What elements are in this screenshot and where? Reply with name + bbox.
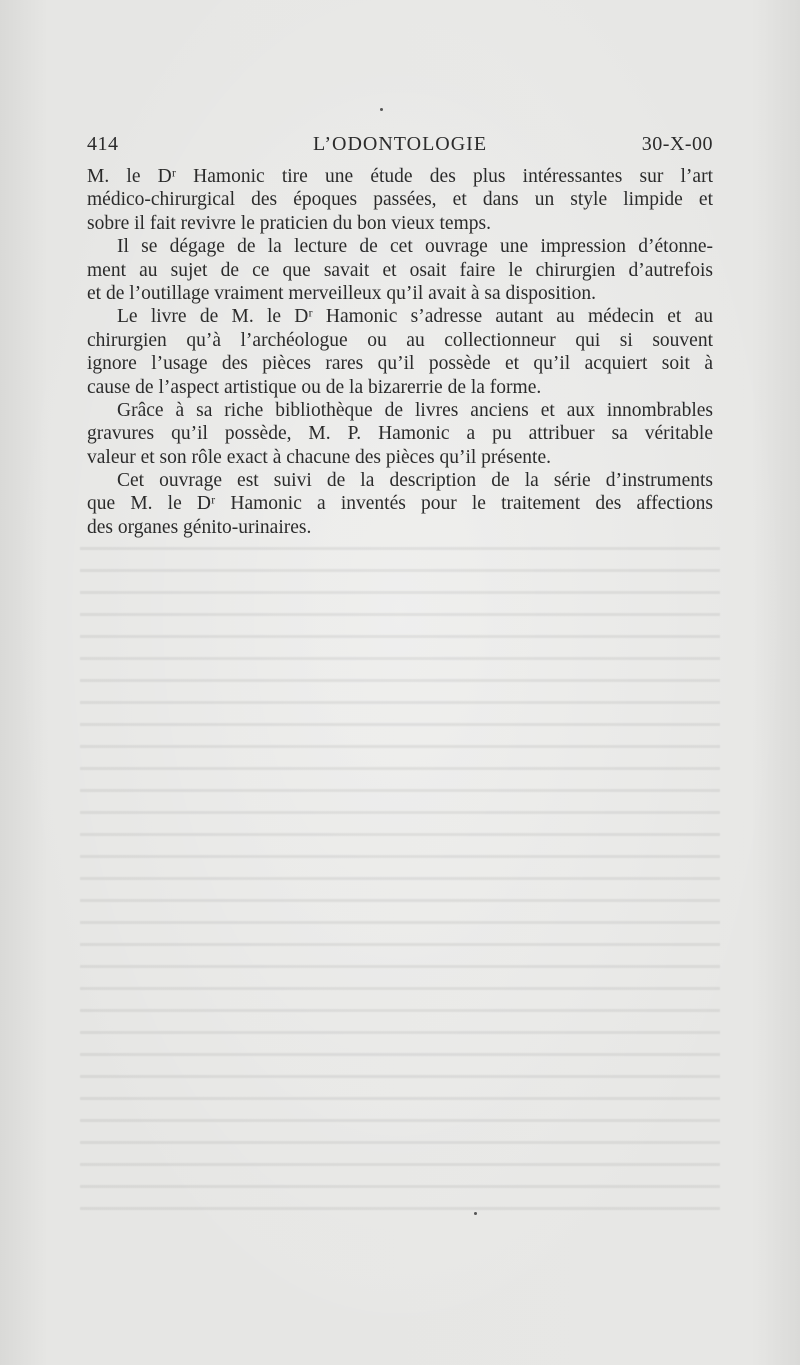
text-line: sobre il fait revivre le praticien du bon vieux temps. — [87, 212, 491, 234]
text-line: médico-chirurgical des époques passées, et dans un style limpide et — [87, 189, 713, 211]
ink-speck — [474, 1212, 477, 1215]
text-line: ignore l’usage des pièces rares qu’il possède et qu’il acquiert soit à — [87, 353, 713, 375]
text-line: Grâce à sa riche bibliothèque de livres anciens et aux innombrables — [117, 399, 713, 421]
paragraph-5 — [87, 469, 713, 539]
text-line: cause de l’aspect artistique ou de la bizarerrie de la forme. — [87, 376, 542, 398]
text-line: chirurgien qu’à l’archéologue ou au collectionneur qui si souvent — [87, 329, 713, 351]
text-line: et de l’outillage vraiment merveilleux qu’il avait à sa disposition. — [87, 282, 597, 304]
running-header — [87, 133, 713, 157]
text-line: M. le Dʳ Hamonic tire une étude des plus intéressantes sur l’art — [87, 166, 713, 187]
article-body — [87, 165, 713, 539]
text-line: Cet ouvrage est suivi de la description de la série d’instruments — [117, 470, 713, 492]
text-line: Le livre de M. le Dʳ Hamonic s’adresse autant au médecin et au — [117, 306, 713, 328]
text-line: des organes génito-urinaires. — [87, 516, 312, 538]
paragraph-4 — [87, 399, 713, 469]
page-number: 414 — [87, 133, 119, 155]
text-line: que M. le Dʳ Hamonic a inventés pour le traitement des affections — [87, 493, 713, 515]
text-line: Il se dégage de la lecture de cet ouvrage une impression d’étonne- — [117, 236, 713, 258]
text-line: gravures qu’il possède, M. P. Hamonic a pu attribuer sa véritable — [87, 423, 713, 445]
reverse-side-bleed-through — [80, 535, 720, 1215]
ink-speck — [380, 108, 383, 111]
text-line: ment au sujet de ce que savait et osait faire le chirurgien d’autrefois — [87, 259, 713, 281]
text-line: valeur et son rôle exact à chacune des pièces qu’il présente. — [87, 446, 551, 468]
paragraph-2 — [87, 235, 713, 305]
paragraph-3 — [87, 305, 713, 399]
paragraph-1 — [87, 165, 713, 235]
running-title: L’ODONTOLOGIE — [312, 133, 488, 155]
issue-date: 30-X-00 — [641, 133, 713, 155]
